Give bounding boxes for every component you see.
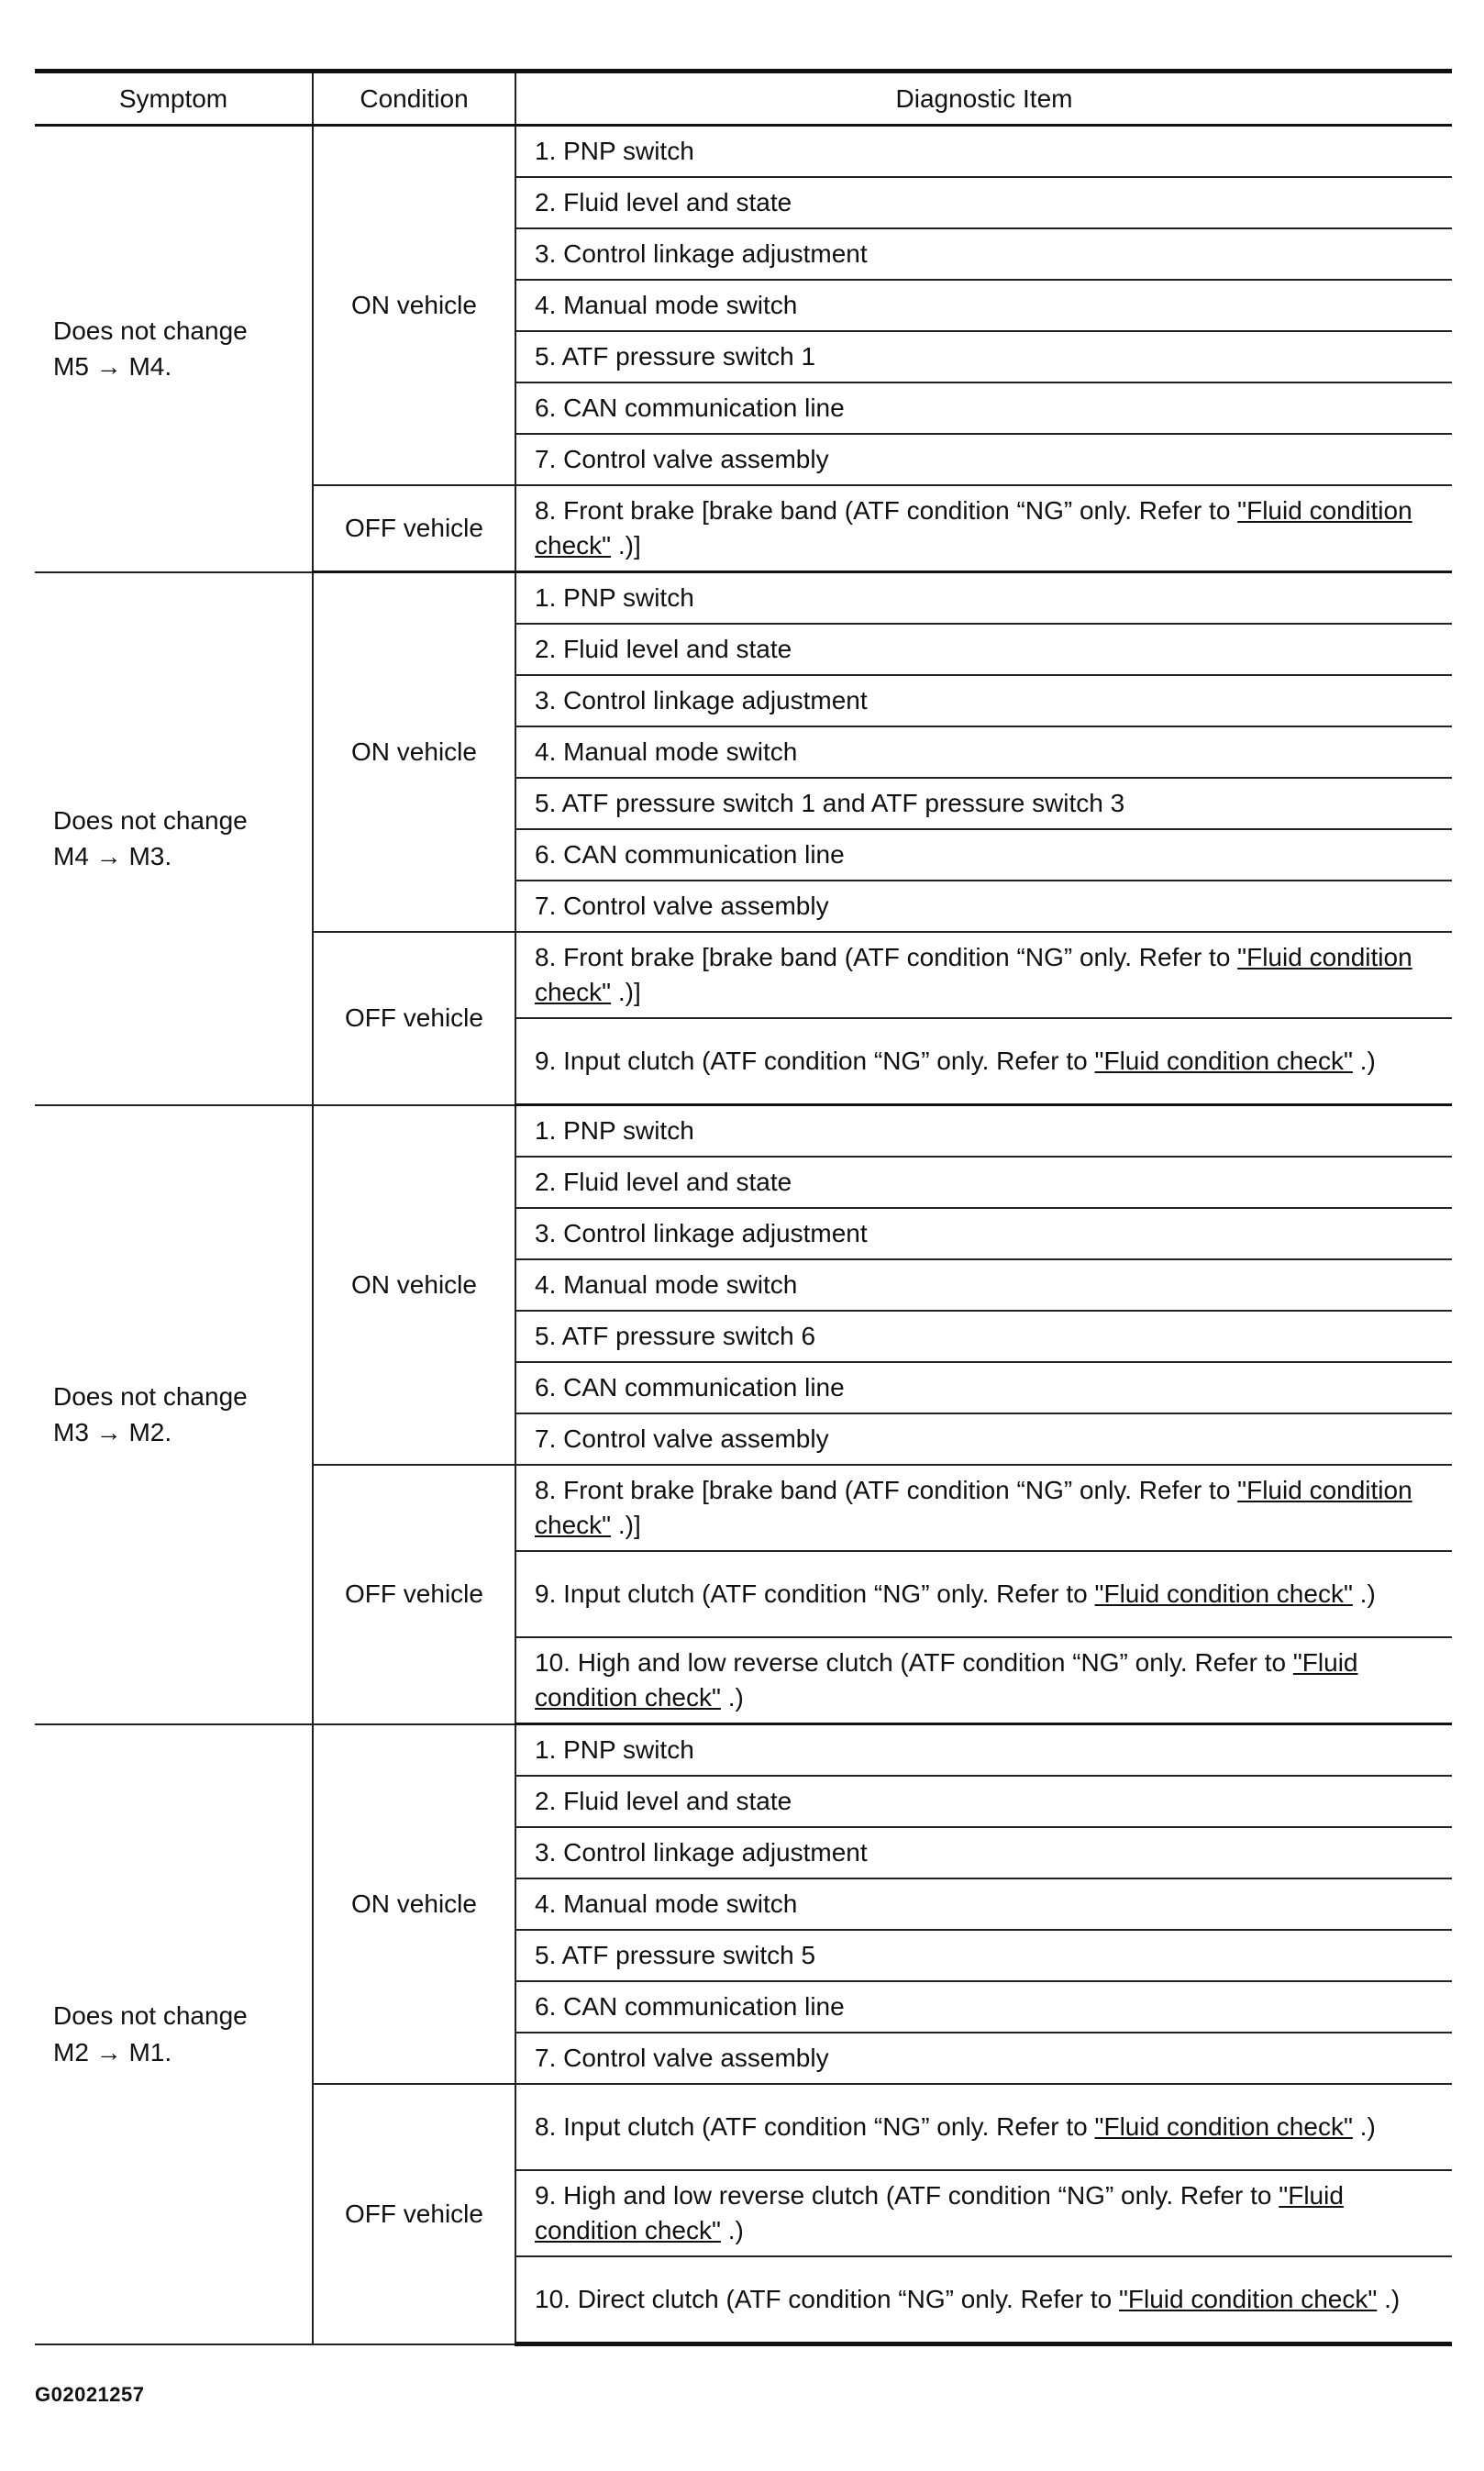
diagnostic-item-text: 2. Fluid level and state [535,1787,792,1815]
diagnostic-item-suffix: .) [1352,1047,1376,1075]
header-row [35,72,1452,126]
diagnostic-item [515,778,1452,829]
diagnostic-item-text: 4. Manual mode switch [535,291,798,319]
condition-cell: ON vehicle [313,126,515,486]
table-row [35,1724,1452,1777]
diagnostic-item-suffix: .)] [611,1511,641,1539]
diagnostic-item-text: 3. Control linkage adjustment [535,1838,868,1867]
symptom-cell [35,126,313,572]
diagnostic-table [35,69,1452,2346]
diagnostic-item-text: 2. Fluid level and state [535,188,792,216]
fluid-condition-check-link[interactable]: "Fluid condition check" [1094,1579,1353,1608]
diagnostic-item [515,1827,1452,1878]
diagnostic-item [515,1157,1452,1208]
diagnostic-item [515,2170,1452,2256]
diagnostic-item [515,572,1452,625]
diagnostic-item [515,1413,1452,1465]
diagnostic-item-suffix: .) [1352,1579,1376,1608]
symptom-line: Does not change [53,316,248,346]
diagnostic-item-text: 6. CAN communication line [535,840,845,869]
diagnostic-item [515,881,1452,932]
diagnostic-item-text: 3. Control linkage adjustment [535,239,868,268]
diagnostic-item [515,726,1452,778]
diagnostic-item [515,1637,1452,1724]
diagnostic-item [515,2084,1452,2170]
table-row [35,572,1452,625]
diagnostic-item [515,1724,1452,1777]
diagnostic-item [515,2033,1452,2084]
diagnostic-item-text: 1. PNP switch [535,583,694,612]
condition-cell: ON vehicle [313,1105,515,1466]
diagnostic-item-text: 8. Front brake [brake band (ATF condition “NG” only. Refer to [535,1476,1238,1504]
diagnostic-item-suffix: .) [720,2216,744,2244]
diagnostic-item-suffix: .) [720,1683,744,1712]
diagnostic-item-text: 6. CAN communication line [535,393,845,422]
diagnostic-item-suffix: .) [1377,2285,1401,2313]
diagnostic-item [515,126,1452,178]
condition-cell: ON vehicle [313,1724,515,2085]
diagnostic-item [515,1018,1452,1105]
fluid-condition-check-link[interactable]: "Fluid condition check" [535,1476,1412,1539]
symptom-line: M2 → M1. [53,2037,172,2067]
diagnostic-item-text: 6. CAN communication line [535,1992,845,2021]
condition-cell: OFF vehicle [313,932,515,1105]
diagnostic-item-text: 7. Control valve assembly [535,1424,829,1453]
diagnostic-item-suffix: .)] [611,531,641,560]
diagnostic-item-text: 4. Manual mode switch [535,737,798,766]
diagnostic-item-text: 1. PNP switch [535,1735,694,1764]
diagnostic-item-suffix: .)] [611,978,641,1006]
symptom-cell [35,1724,313,2344]
diagnostic-item [515,331,1452,382]
diagnostic-item-text: 3. Control linkage adjustment [535,1219,868,1247]
diagnostic-item-text: 1. PNP switch [535,137,694,165]
fluid-condition-check-link[interactable]: "Fluid condition check" [535,943,1412,1006]
diagnostic-item [515,228,1452,280]
diagnostic-item-text: 5. ATF pressure switch 1 and ATF pressure switch 3 [535,789,1125,817]
diagnostic-item [515,932,1452,1018]
symptom-line: M4 → M3. [53,842,172,870]
diagnostic-item-text: 9. High and low reverse clutch (ATF condition “NG” only. Refer to [535,2181,1279,2210]
condition-cell: OFF vehicle [313,1465,515,1724]
diagnostic-item [515,434,1452,485]
condition-cell: OFF vehicle [313,2084,515,2344]
diagnostic-item [515,2256,1452,2344]
diagnostic-item-text: 8. Front brake [brake band (ATF condition “NG” only. Refer to [535,943,1238,971]
symptom-line: Does not change [53,1381,248,1411]
diagnostic-item [515,177,1452,228]
fluid-condition-check-link[interactable]: "Fluid condition check" [1094,2112,1353,2141]
diagnostic-item-suffix: .) [1352,2112,1376,2141]
diagnostic-item-text: 8. Front brake [brake band (ATF condition “NG” only. Refer to [535,496,1238,525]
table-row [35,1105,1452,1158]
diagnostic-item [515,485,1452,572]
diagnostic-item [515,829,1452,881]
diagnostic-item [515,1878,1452,1930]
diagnostic-item [515,675,1452,726]
symptom-cell [35,1105,313,1724]
diagnostic-item-text: 6. CAN communication line [535,1373,845,1402]
table-row [35,126,1452,178]
header-condition: Condition [313,72,515,126]
diagnostic-item-text: 2. Fluid level and state [535,1168,792,1196]
diagnostic-item [515,624,1452,675]
diagnostic-item-text: 10. High and low reverse clutch (ATF condition “NG” only. Refer to [535,1648,1293,1677]
diagnostic-item-text: 9. Input clutch (ATF condition “NG” only. Refer to [535,1047,1095,1075]
symptom-cell [35,572,313,1105]
header-diagnostic-item: Diagnostic Item [515,72,1452,126]
diagnostic-item-text: 3. Control linkage adjustment [535,686,868,715]
diagnostic-item-text: 10. Direct clutch (ATF condition “NG” only. Refer to [535,2285,1119,2313]
diagnostic-item-text: 4. Manual mode switch [535,1889,798,1918]
diagnostic-item [515,1311,1452,1362]
diagnostic-item-text: 5. ATF pressure switch 1 [535,342,816,371]
diagnostic-item [515,1776,1452,1827]
diagnostic-item [515,1930,1452,1981]
diagnostic-item-text: 5. ATF pressure switch 5 [535,1941,816,1969]
symptom-line: Does not change [53,805,248,835]
diagnostic-item-text: 2. Fluid level and state [535,635,792,663]
diagnostic-item [515,1259,1452,1311]
symptom-line: Does not change [53,2001,248,2031]
diagnostic-item [515,1208,1452,1259]
diagnostic-item [515,1362,1452,1413]
fluid-condition-check-link[interactable]: "Fluid condition check" [535,1648,1358,1712]
diagnostic-item-text: 4. Manual mode switch [535,1270,798,1299]
table-body [35,126,1452,2344]
diagnostic-item [515,1105,1452,1158]
diagnostic-item-text: 7. Control valve assembly [535,2044,829,2072]
diagnostic-item-text: 7. Control valve assembly [535,445,829,473]
diagnostic-item [515,382,1452,434]
figure-code: G02021257 [35,2383,145,2406]
fluid-condition-check-link[interactable]: "Fluid condition check" [535,2181,1344,2244]
condition-cell: ON vehicle [313,572,515,933]
symptom-line: M3 → M2. [53,1418,172,1446]
diagnostic-item [515,280,1452,331]
fluid-condition-check-link[interactable]: "Fluid condition check" [535,496,1412,560]
diagnostic-item [515,1551,1452,1637]
fluid-condition-check-link[interactable]: "Fluid condition check" [1094,1047,1353,1075]
diagnostic-item-text: 1. PNP switch [535,1116,694,1145]
diagnostic-item-text: 5. ATF pressure switch 6 [535,1322,816,1350]
diagnostic-item-text: 7. Control valve assembly [535,892,829,920]
diagnostic-item-text: 9. Input clutch (ATF condition “NG” only. Refer to [535,1579,1095,1608]
diagnostic-item [515,1465,1452,1551]
condition-cell: OFF vehicle [313,485,515,572]
fluid-condition-check-link[interactable]: "Fluid condition check" [1118,2285,1378,2313]
diagnostic-item [515,1981,1452,2033]
header-symptom: Symptom [35,72,313,126]
diagnostic-item-text: 8. Input clutch (ATF condition “NG” only. Refer to [535,2112,1095,2141]
symptom-line: M5 → M4. [53,352,172,382]
